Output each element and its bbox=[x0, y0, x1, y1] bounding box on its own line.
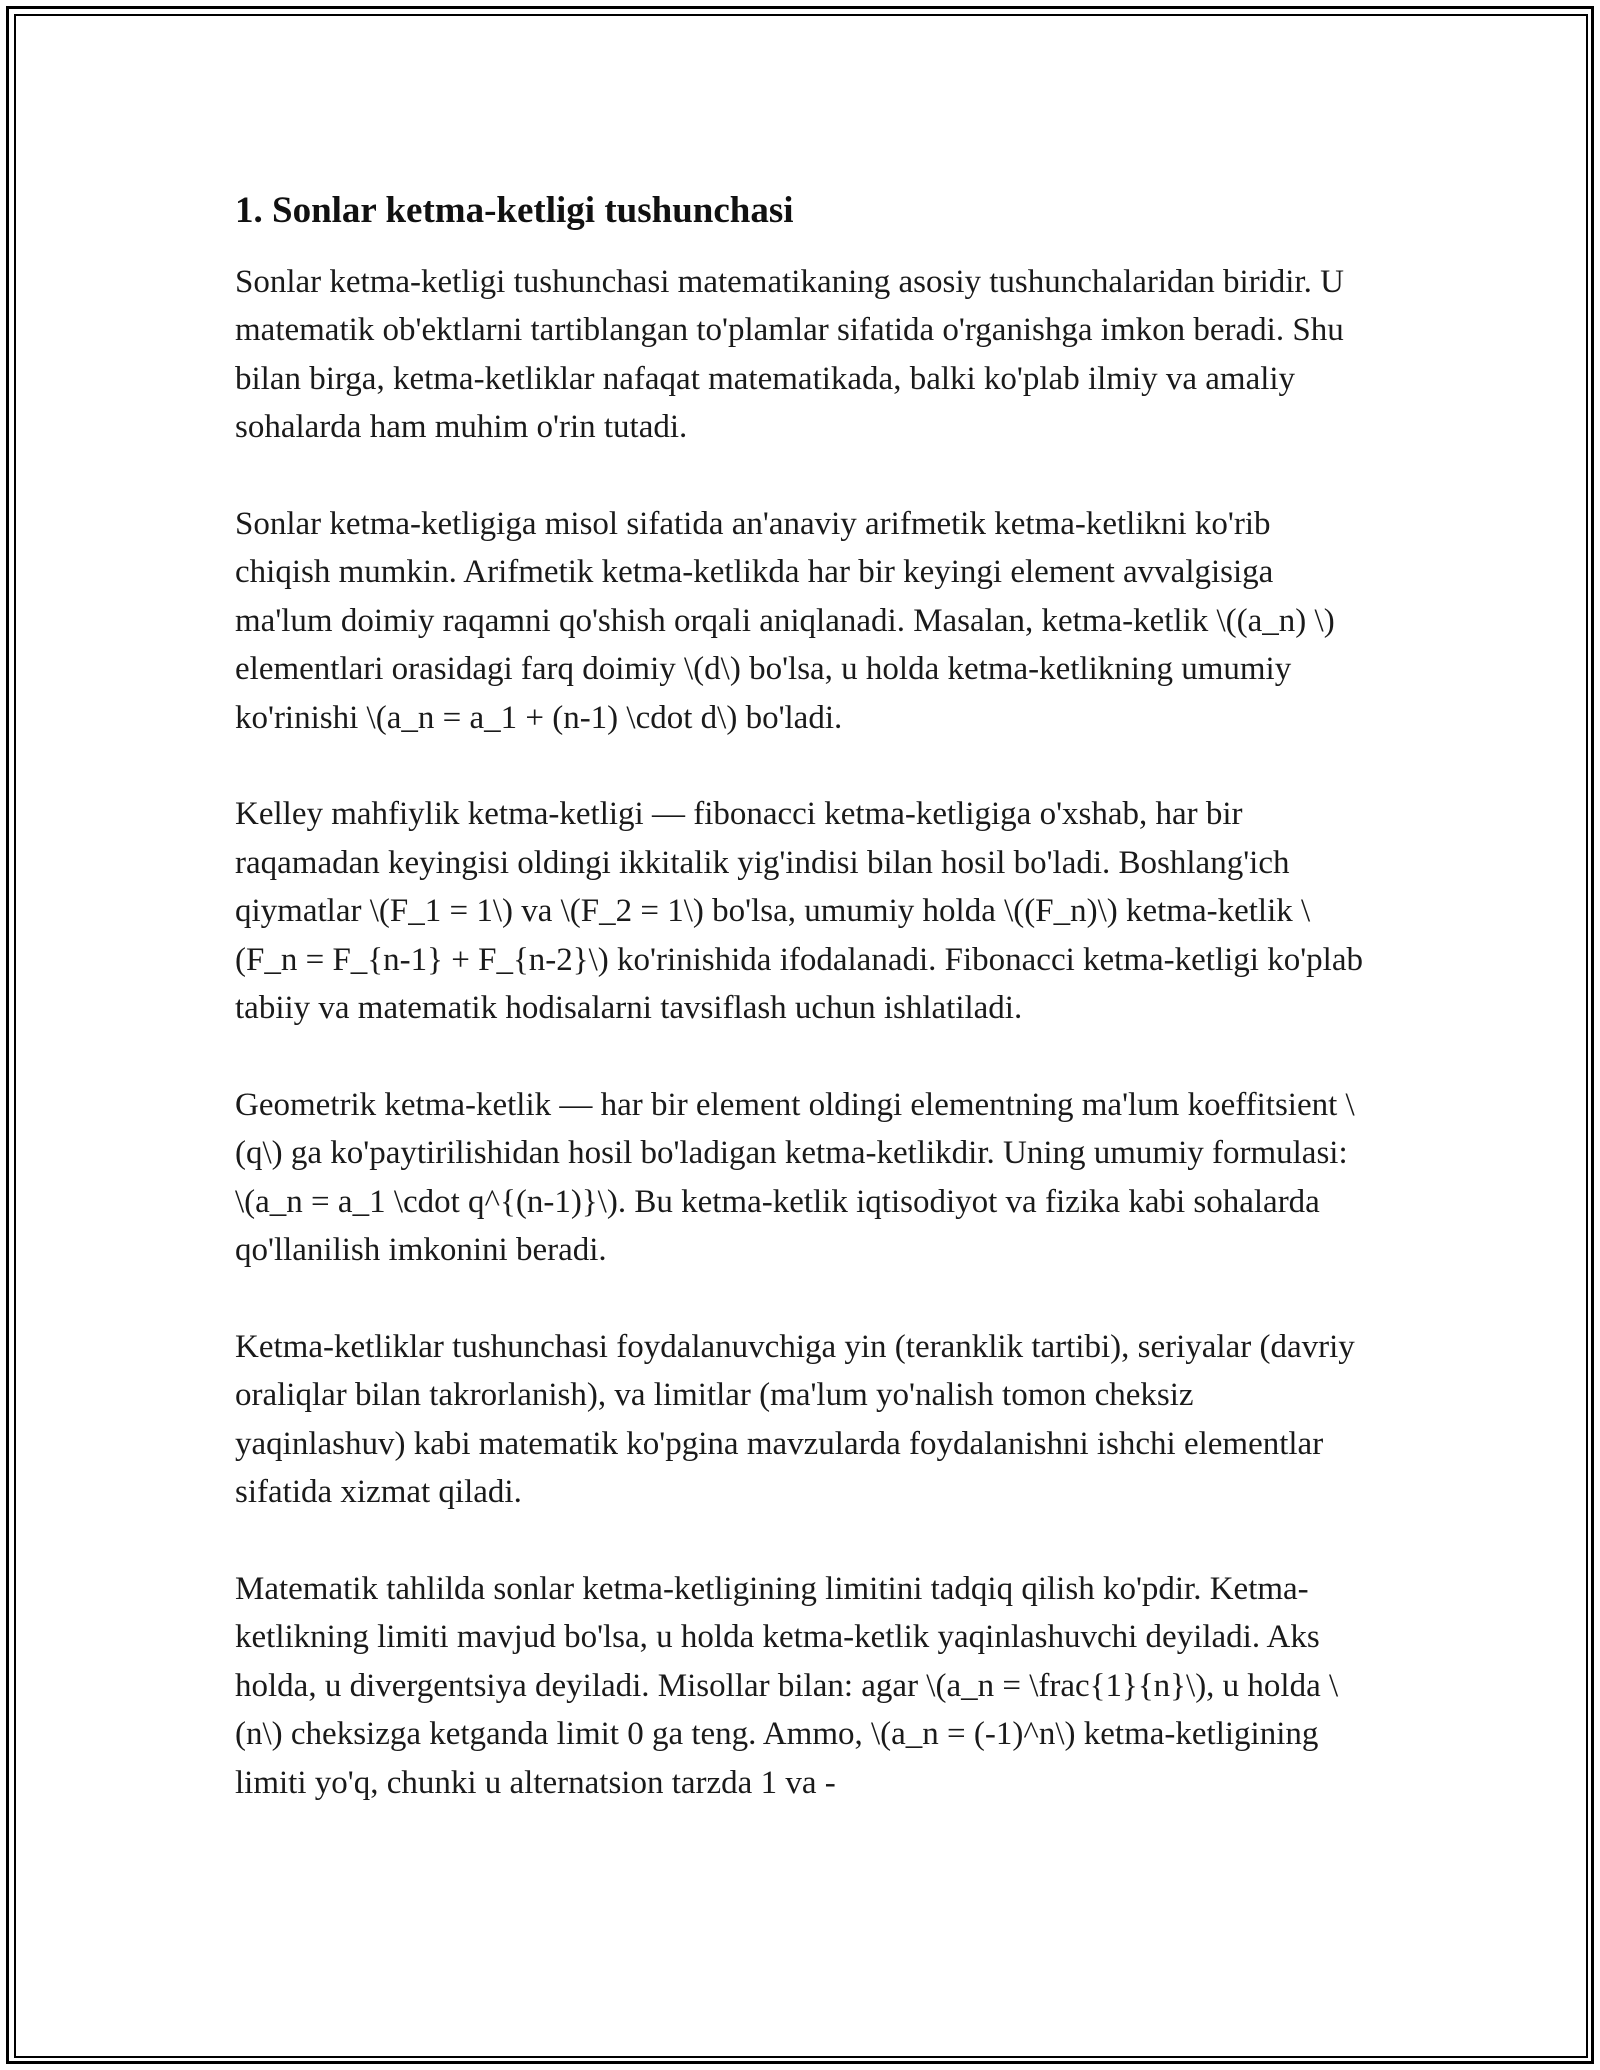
paragraph-sequence-limits: Matematik tahlilda sonlar ketma-ketligining limitini tadqiq qilish ko'pdir. Ketma-ketlikning limiti mavjud bo'lsa, u holda ketma-ketlik yaqinlashuvchi deyiladi. Aks holda, u divergentsiya deyiladi. Misollar bilan: agar \(a_n = \frac{1}{n}\), u holda \(n\) cheksizga ketganda limit 0 ga teng. Ammo, \(a_n = (-1)^n\) ketma-ketligining limiti yo'q, chunki u alternatsion tarzda 1 va - bbox=[235, 1570, 1339, 1801]
paragraph-arithmetic-sequence: Sonlar ketma-ketligiga misol sifatida an'anaviy arifmetik ketma-ketlikni ko'rib chiqish mumkin. Arifmetik ketma-ketlikda har bir keyingi element avvalgisiga ma'lum doimiy raqamni qo'shish orqali aniqlanadi. Masalan, ketma-ketlik \((a_n) \) elementlari orasidagi farq doimiy \(d\) bo'lsa, u holda ketma-ketlikning umumiy ko'rinishi \(a_n = a_1 + (n-1) \cdot d\) bo'ladi. bbox=[235, 506, 1335, 736]
paragraph-intro: Sonlar ketma-ketligi tushunchasi matematikaning asosiy tushunchalaridan biridir. U matematik ob'ektlarni tartiblangan to'plamlar sifatida o'rganishga imkon beradi. Shu bilan birga, ketma-ketliklar nafaqat matematikada, balki ko'plab ilmiy va amaliy sohalarda ham muhim o'rin tutadi. bbox=[235, 264, 1344, 446]
paragraph-fibonacci-sequence: Kelley mahfiylik ketma-ketligi — fibonacci ketma-ketligiga o'xshab, har bir raqamadan keyingisi oldingi ikkitalik yig'indisi bilan hosil bo'ladi. Boshlang'ich qiymatlar \(F_1 = 1\) va \(F_2 = 1\) bo'lsa, umumiy holda \((F_n)\) ketma-ketlik \(F_n = F_{n-1} + F_{n-2}\) ko'rinishida ifodalanadi. Fibonacci ketma-ketligi ko'plab tabiiy va matematik hodisalarni tavsiflash uchun ishlatiladi. bbox=[235, 796, 1363, 1027]
section-heading: 1. Sonlar ketma-ketligi tushunchasi bbox=[235, 190, 794, 231]
document-body bbox=[235, 188, 1365, 1855]
paragraph-sequence-applications: Ketma-ketliklar tushunchasi foydalanuvchiga yin (teranklik tartibi), seriyalar (davriy oraliqlar bilan takrorlanish), va limitlar (ma'lum yo'nalish tomon cheksiz yaqinlashuv) kabi matematik ko'pgina mavzularda foydalanishni ishchi elementlar sifatida xizmat qiladi. bbox=[235, 1328, 1355, 1511]
paragraph-geometric-sequence: Geometrik ketma-ketlik — har bir element oldingi elementning ma'lum koeffitsient \(q\) ga ko'paytirilishidan hosil bo'ladigan ketma-ketlikdir. Uning umumiy formulasi: \(a_n = a_1 \cdot q^{(n-1)}\). Bu ketma-ketlik iqtisodiyot va fizika kabi sohalarda qo'llanilish imkonini beradi. bbox=[235, 1086, 1355, 1269]
